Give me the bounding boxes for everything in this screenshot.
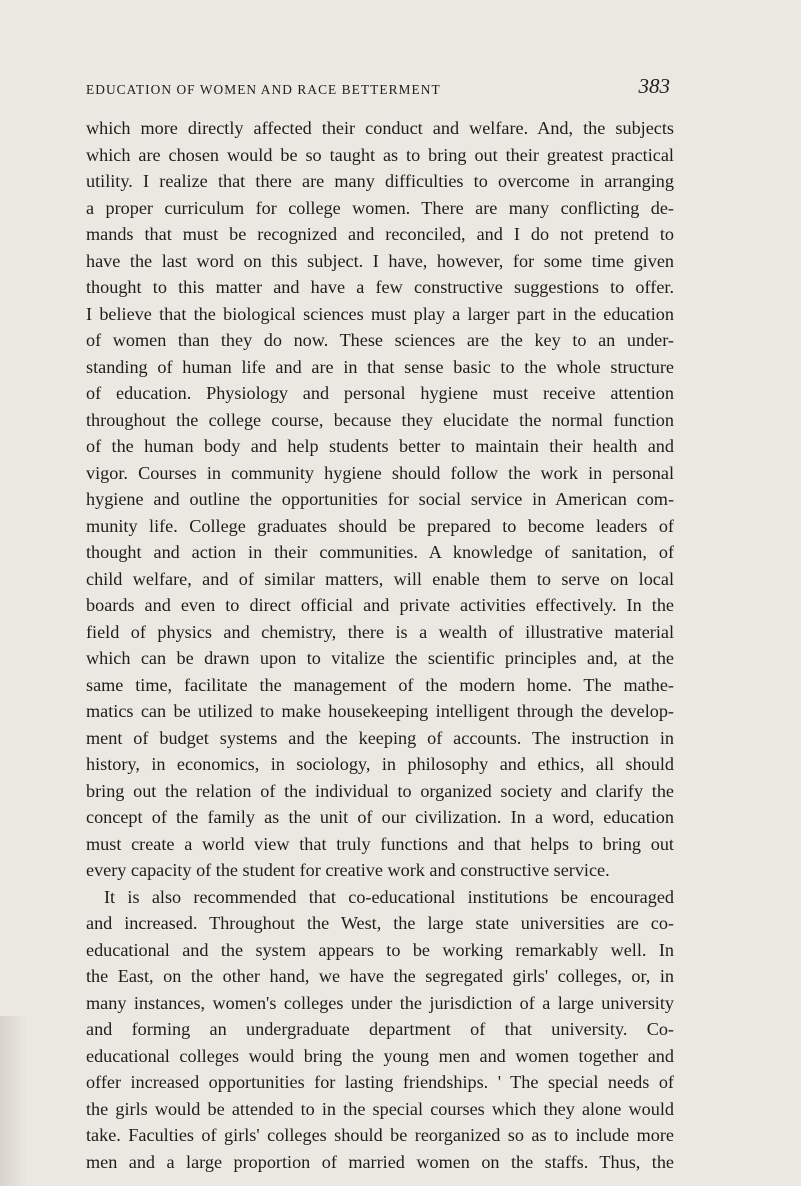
text-line: same time, facilitate the management of the modern home. The mathe- xyxy=(86,674,674,695)
text-line: take. Faculties of girls' colleges should be reorganized so as to include more xyxy=(86,1125,674,1145)
text-line: boards and even to direct official and private activities effectively. In the xyxy=(86,595,674,615)
text-line: utility. I realize that there are many difficulties to overcome in arranging xyxy=(86,171,674,191)
text-line: vigor. Courses in community hygiene should follow the work in personal xyxy=(86,462,674,483)
text-line: educational colleges would bring the young men and women together and xyxy=(86,1045,674,1066)
text-line: thought to this matter and have a few constructive suggestions to offer. xyxy=(86,277,674,297)
text-line: which can be drawn upon to vitalize the scientific principles and, at the xyxy=(86,648,674,668)
text-line: matics can be utilized to make housekeeping intelligent through the develop- xyxy=(86,701,674,721)
text-line: field of physics and chemistry, there is a wealth of illustrative material xyxy=(86,621,674,642)
text-line: men and a large proportion of married women on the staffs. Thus, the xyxy=(86,1151,674,1172)
text-line: have the last word on this subject. I have, however, for some time given xyxy=(86,250,674,271)
text-line: mands that must be recognized and reconciled, and I do not pretend to xyxy=(86,224,674,244)
text-line: of women than they do now. These sciences are the key to an under- xyxy=(86,330,674,350)
body-text xyxy=(86,115,674,1175)
text-line: and forming an undergraduate department of that university. Co- xyxy=(86,1019,674,1039)
text-line: concept of the family as the unit of our civilization. In a word, education xyxy=(86,807,674,827)
text-line: which are chosen would be so taught as to bring out their greatest practical xyxy=(86,144,674,165)
text-line: and increased. Throughout the West, the large state universities are co- xyxy=(86,913,674,933)
text-line: child welfare, and of similar matters, will enable them to serve on local xyxy=(86,568,674,589)
text-line: hygiene and outline the opportunities for social service in American com- xyxy=(86,489,674,509)
text-line: educational and the system appears to be working remarkably well. In xyxy=(86,939,674,960)
text-line: of the human body and help students better to maintain their health and xyxy=(86,436,674,456)
page-number: 383 xyxy=(638,74,670,98)
text-line: I believe that the biological sciences must play a larger part in the education xyxy=(86,303,674,324)
running-head xyxy=(86,74,674,104)
text-line: every capacity of the student for creative work and constructive service. xyxy=(86,860,610,880)
text-line: history, in economics, in sociology, in philosophy and ethics, all should xyxy=(86,754,674,774)
text-line: many instances, women's colleges under the jurisdiction of a large university xyxy=(86,992,674,1013)
text-line: bring out the relation of the individual to organized society and clarify the xyxy=(86,780,674,801)
running-title: EDUCATION OF WOMEN AND RACE BETTERMENT xyxy=(86,82,441,97)
text-line: munity life. College graduates should be prepared to become leaders of xyxy=(86,515,674,536)
text-line: which more directly affected their conduct and welfare. And, the subjects xyxy=(86,118,674,138)
text-line: the girls would be attended to in the special courses which they alone would xyxy=(86,1098,674,1119)
text-line: standing of human life and are in that sense basic to the whole structure xyxy=(86,356,674,377)
text-line: It is also recommended that co-educational institutions be encouraged xyxy=(104,886,674,907)
text-line: ment of budget systems and the keeping of accounts. The instruction in xyxy=(86,727,674,748)
text-line: of education. Physiology and personal hygiene must receive attention xyxy=(86,383,674,403)
text-line: thought and action in their communities. A knowledge of sanitation, of xyxy=(86,542,674,562)
text-line: a proper curriculum for college women. There are many conflicting de- xyxy=(86,197,674,218)
text-line: throughout the college course, because they elucidate the normal function xyxy=(86,409,674,430)
text-line: must create a world view that truly functions and that helps to bring out xyxy=(86,833,674,854)
text-line: the East, on the other hand, we have the segregated girls' colleges, or, in xyxy=(86,966,674,986)
page-edge-shadow xyxy=(0,1016,28,1186)
text-line: offer increased opportunities for lasting friendships. ' The special needs of xyxy=(86,1072,674,1092)
